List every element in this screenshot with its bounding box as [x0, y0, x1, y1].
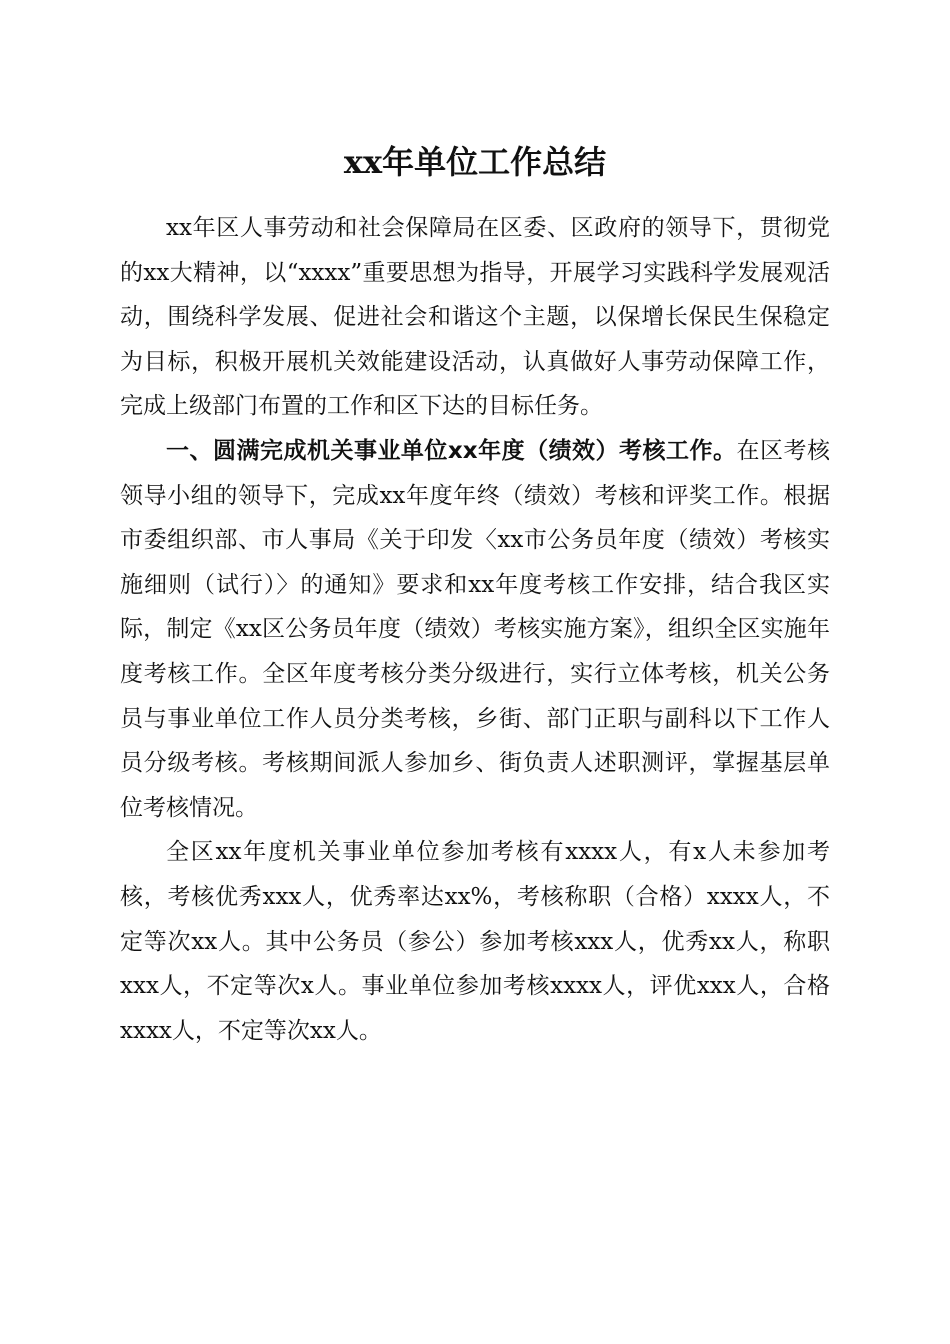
intro-paragraph-text: xx年区人事劳动和社会保障局在区委、区政府的领导下，贯彻党的xx大精神，以“xxxx”重要思想为指导，开展学习实践科学发展观活动，围绕科学发展、促进社会和谐这个主题，以保增长保民生保稳定为目标，积极开展机关效能建设活动，认真做好人事劳动保障工作，完成上级部门布置的工作和区下达的目标任务。 [120, 215, 830, 420]
statistics-paragraph-text: 全区xx年度机关事业单位参加考核有xxxx人，有x人未参加考核，考核优秀xxx人，优秀率达xx%，考核称职（合格）xxxx人，不定等次xx人。其中公务员（参公）参加考核xxx人，优秀xx人，称职xxx人，不定等次x人。事业单位参加考核xxxx人，评优xxx人，合格xxxx人，不定等次xx人。 [120, 839, 830, 1044]
document-title: xx年单位工作总结 [343, 143, 607, 181]
section-one-text: 在区考核领导小组的领导下，完成xx年度年终（绩效）考核和评奖工作。根据市委组织部、市人事局《关于印发〈xx市公务员年度（绩效）考核实施细则（试行）〉的通知》要求和xx年度考核工作安排，结合我区实际，制定《xx区公务员年度（绩效）考核实施方案》，组织全区实施年度考核工作。全区年度考核分类分级进行，实行立体考核，机关公务员与事业单位工作人员分类考核，乡街、部门正职与副科以下工作人员分级考核。考核期间派人参加乡、街负责人述职测评，掌握基层单位考核情况。 [120, 437, 831, 821]
section-one-paragraph [120, 429, 830, 830]
section-one-heading: 一、圆满完成机关事业单位xx年度（绩效）考核工作。 [166, 437, 737, 464]
intro-paragraph [120, 206, 830, 429]
statistics-paragraph [120, 830, 830, 1053]
document-body [120, 206, 830, 1053]
